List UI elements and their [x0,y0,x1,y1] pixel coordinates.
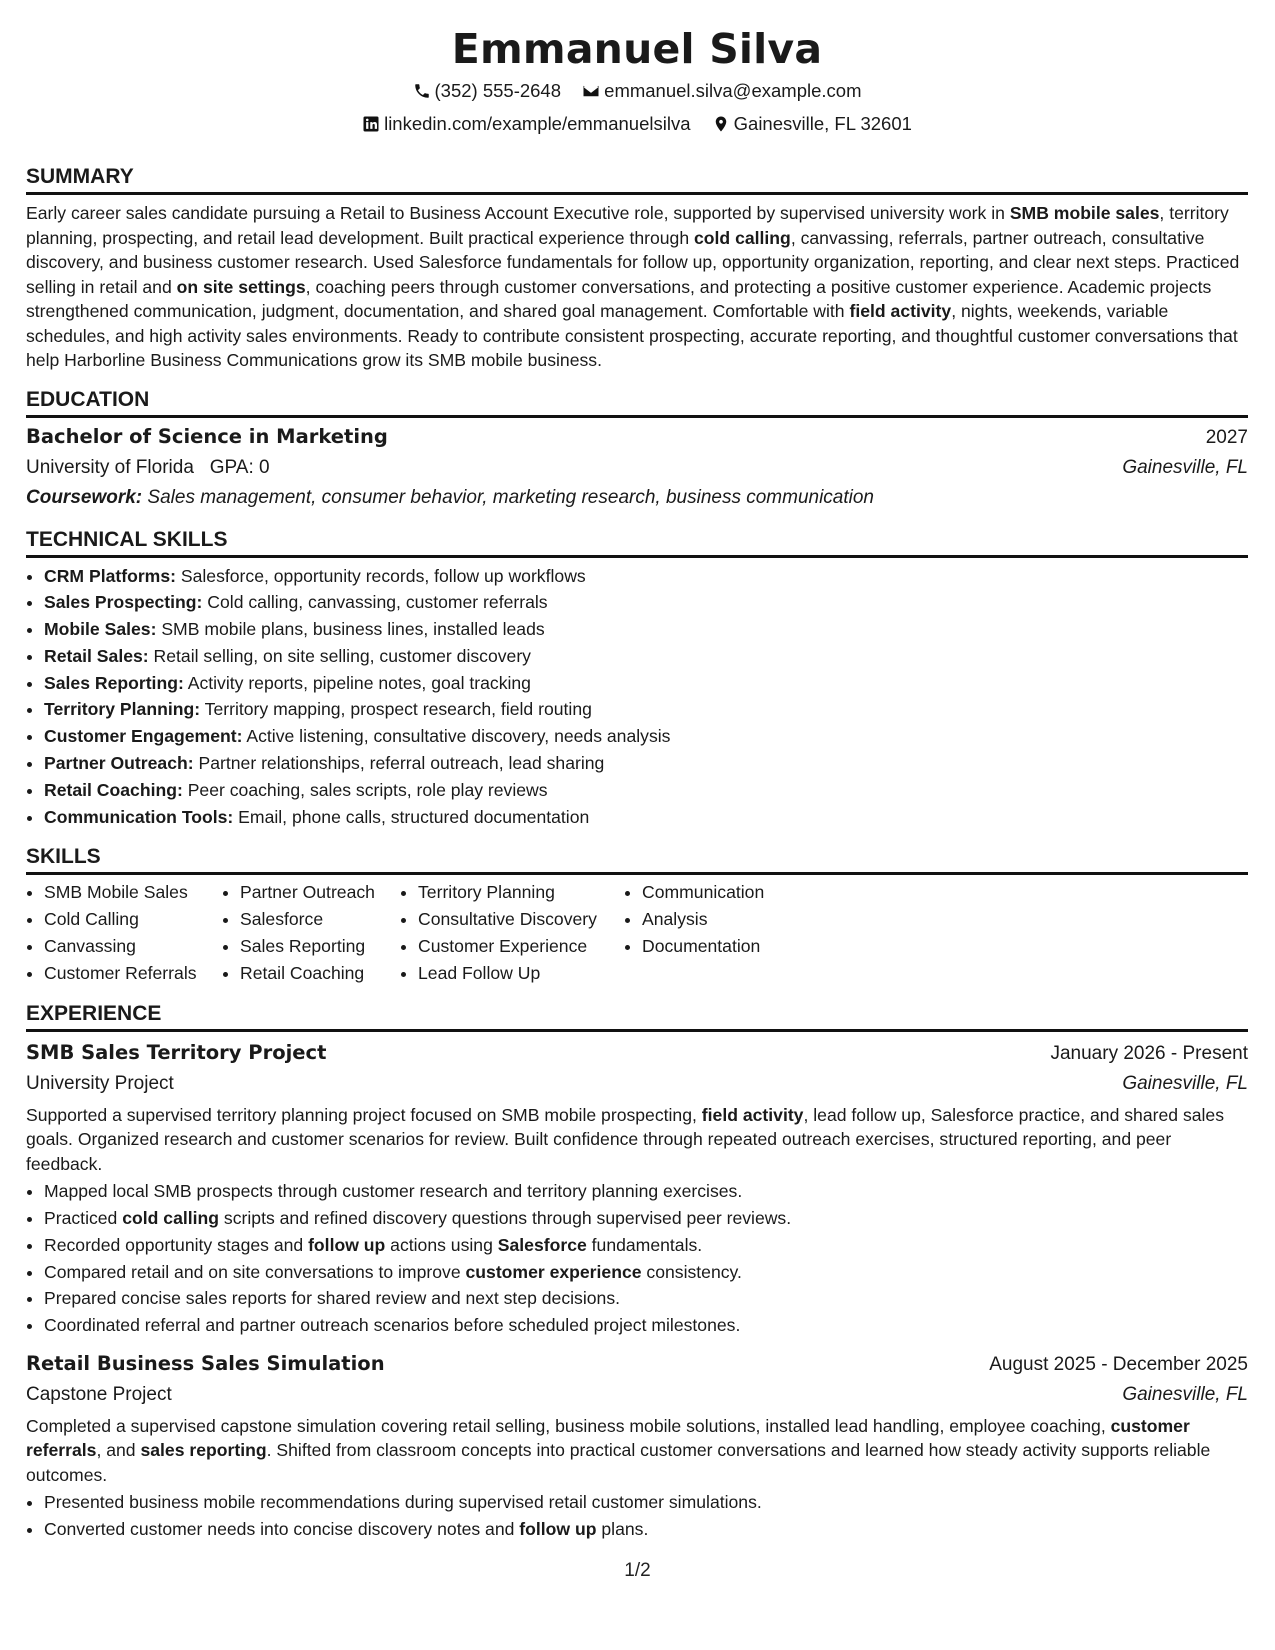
bold-keyword: customer experience [465,1261,642,1282]
experience-org-row [26,1069,1248,1099]
phone-icon [413,82,431,100]
skill-values: SMB mobile plans, business lines, installed leads [156,619,545,640]
skill-item: • Lead Follow Up [418,960,624,987]
skill-item: • Salesforce [240,906,400,933]
skills-column [222,879,400,986]
skills-column [400,879,624,986]
technical-skill-item [44,804,1248,831]
skill-category: Retail Coaching: [44,779,183,800]
skill-category: Sales Reporting: [44,672,184,693]
experience-bullet [44,1232,1248,1259]
section-title-summary: SUMMARY [26,164,1248,195]
bold-keyword: field activity [701,1104,804,1125]
bold-keyword: cold calling [694,227,791,248]
experience-bullet [44,1285,1248,1312]
text-run: , nights, weekends, variable schedules, and high activity sales environments. Ready to contribute consistent prospecting, accurate reporting, and thoughtful customer conversations that help Harborline Business Communications grow its SMB mobile business. [26,301,1238,370]
skill-category: Retail Sales: [44,645,149,666]
text-run: Mapped local SMB prospects through customer research and territory planning exercises. [44,1181,743,1202]
skill-values: Partner relationships, referral outreach, lead sharing [193,753,605,774]
text-run: scripts and refined discovery questions through supervised peer reviews. [219,1207,792,1228]
technical-skill-item [44,563,1248,590]
resume-page [26,22,1248,1543]
education-section [26,387,1248,513]
technical-skill-item [44,643,1248,670]
skills-grid [26,879,1248,986]
bold-keyword: follow up [308,1234,386,1255]
skill-item: • Partner Outreach [240,879,400,906]
skill-values: Email, phone calls, structured documentation [233,806,590,827]
skills-section [26,844,1248,986]
skill-item: • Territory Planning [418,879,624,906]
experience-list [26,1038,1248,1543]
map-pin-icon [712,115,730,133]
experience-description [26,1103,1248,1177]
skill-item: • Customer Experience [418,933,624,960]
experience-header-row [26,1038,1248,1069]
experience-title: Retail Business Sales Simulation [26,1351,385,1375]
experience-bullet [44,1516,1248,1543]
location-text: Gainesville, FL 32601 [733,113,912,134]
section-title-technical-skills: TECHNICAL SKILLS [26,527,1248,558]
graduation-year: 2027 [1205,426,1248,448]
technical-skill-item [44,777,1248,804]
text-run: fundamentals. [586,1234,703,1255]
experience-bullet [44,1259,1248,1286]
text-run: plans. [596,1519,649,1540]
envelope-icon [582,82,600,100]
skill-values: Peer coaching, sales scripts, role play reviews [182,779,548,800]
experience-bullets [26,1489,1248,1543]
coursework-label: Coursework: [26,486,143,508]
skill-values: Territory mapping, prospect research, field routing [200,699,592,720]
text-run: , lead follow up, Salesforce practice, and shared sales goals. Organized research and customer scenarios for review. Built confidence through repeated outreach exercises, structured reporting, and peer feedback. [26,1104,1225,1174]
text-run: , and [96,1440,141,1461]
text-run: , territory planning, prospecting, and retail lead development. Built practical experience through [26,203,1229,248]
experience-org: University Project [26,1072,174,1094]
technical-skill-item [44,616,1248,643]
skill-values: Cold calling, canvassing, customer referrals [202,592,548,613]
bold-keyword: customer referrals [26,1415,1190,1461]
coursework-list: Sales management, consumer behavior, marketing research, business communication [142,486,875,508]
experience-bullet [44,1205,1248,1232]
technical-skills-section [26,527,1248,831]
text-run: consistency. [641,1261,742,1282]
phone-contact [413,76,562,106]
skill-item: • SMB Mobile Sales [44,879,222,906]
skill-values: Active listening, consultative discovery, needs analysis [242,726,671,747]
skill-item: • Cold Calling [44,906,222,933]
experience-org-row [26,1380,1248,1410]
skill-item: • Communication [642,879,822,906]
experience-section [26,1001,1248,1543]
text-run: Presented business mobile recommendations during supervised retail customer simulations. [44,1492,762,1513]
skill-category: Territory Planning: [44,699,201,720]
education-school-row [26,453,1248,483]
page-number: 1/2 [624,1560,651,1581]
text-run: Prepared concise sales reports for shared review and next step decisions. [44,1288,621,1309]
skill-category: Mobile Sales: [44,619,157,640]
text-run: Recorded opportunity stages and [44,1234,309,1255]
email-contact[interactable] [582,76,861,106]
experience-entry [26,1349,1248,1543]
text-run: . Shifted from classroom concepts into practical customer conversations and learned how steady activity supports reliable outcomes. [26,1440,1211,1485]
coursework-line [26,483,1248,513]
text-run: Practiced [44,1207,123,1228]
candidate-name: Emmanuel Silva [451,25,823,73]
summary-section [26,164,1248,373]
location-contact [712,109,912,139]
text-run: Coordinated referral and partner outreach scenarios before scheduled project milestones. [44,1315,741,1336]
technical-skill-item [44,670,1248,697]
phone-number: (352) 555-2648 [434,80,562,101]
technical-skill-item [44,750,1248,777]
technical-skills-list [26,563,1248,831]
bold-keyword: field activity [849,301,952,321]
linkedin-contact[interactable] [362,109,690,139]
school-name: University of Florida [26,456,194,478]
skill-category: Customer Engagement: [44,726,243,747]
degree-title: Bachelor of Science in Marketing [26,424,388,448]
skill-item: • Canvassing [44,933,222,960]
education-header-row [26,422,1248,453]
gpa: GPA: 0 [209,456,270,478]
experience-bullet [44,1312,1248,1339]
bold-keyword: cold calling [122,1207,220,1228]
skill-item: • Retail Coaching [240,960,400,987]
technical-skill-item [44,589,1248,616]
skill-category: Partner Outreach: [44,753,194,774]
skill-item: • Customer Referrals [44,960,222,987]
school-line [26,453,270,483]
bold-keyword: Salesforce [497,1234,587,1255]
skill-values: Activity reports, pipeline notes, goal tracking [183,672,531,693]
skill-category: Communication Tools: [44,806,234,827]
summary-paragraph [26,201,1248,373]
linkedin-url[interactable]: linkedin.com/example/emmanuelsilva [384,113,691,134]
text-run: Converted customer needs into concise discovery notes and [44,1519,520,1540]
skill-values: Salesforce, opportunity records, follow up workflows [175,565,586,586]
technical-skill-item [44,696,1248,723]
technical-skill-item [44,723,1248,750]
text-run: Early career sales candidate pursuing a Retail to Business Account Executive role, supported by supervised university work in [26,203,1010,223]
linkedin-icon [362,115,380,133]
email-address[interactable]: emmanuel.silva@example.com [604,80,862,101]
bold-keyword: on site settings [176,276,306,297]
section-title-skills: SKILLS [26,844,1248,875]
skills-column [624,879,822,986]
skill-item: • Analysis [642,906,822,933]
section-title-education: EDUCATION [26,387,1248,418]
experience-location: Gainesville, FL [1122,1072,1248,1094]
school-location: Gainesville, FL [1122,456,1248,478]
section-title-experience: EXPERIENCE [26,1001,1248,1032]
text-run: , canvassing, referrals, partner outreach, consultative discovery, and business customer research. Used Salesforce fundamentals for follow up, opportunity organization, reporting, and clear next steps. Practiced selling in retail and [26,227,1240,297]
bold-keyword: follow up [519,1519,597,1540]
text-run: , coaching peers through customer conversations, and protecting a positive customer experience. Academic projects strengthened communication, judgment, documentation, and shared goal management. Comfortable with [26,276,1212,321]
contact-line-1 [26,76,1248,109]
text-run: Supported a supervised territory planning project focused on SMB mobile prospecting, [26,1104,702,1125]
experience-org: Capstone Project [26,1383,172,1405]
text-run: Completed a supervised capstone simulation covering retail selling, business mobile solutions, installed lead handling, employee coaching, [26,1415,1111,1436]
contact-line-2 [26,109,1248,142]
skills-column [26,879,222,986]
skill-item: • Sales Reporting [240,933,400,960]
text-run: actions using [385,1234,498,1255]
experience-bullet [44,1489,1248,1516]
text-run: Compared retail and on site conversations to improve [44,1261,466,1282]
skill-category: Sales Prospecting: [44,592,203,613]
skill-item: • Documentation [642,933,822,960]
experience-description [26,1414,1248,1488]
experience-dates: August 2025 - December 2025 [989,1353,1248,1375]
skill-values: Retail selling, on site selling, customer discovery [148,645,531,666]
experience-header-row [26,1349,1248,1380]
experience-bullet [44,1178,1248,1205]
experience-title: SMB Sales Territory Project [26,1040,327,1064]
experience-entry [26,1038,1248,1339]
skill-category: CRM Platforms: [44,565,176,586]
bold-keyword: SMB mobile sales [1009,203,1160,223]
experience-location: Gainesville, FL [1122,1383,1248,1405]
bold-keyword: sales reporting [140,1440,267,1461]
experience-dates: January 2026 - Present [1050,1042,1248,1064]
experience-bullets [26,1178,1248,1339]
skill-item: • Consultative Discovery [418,906,624,933]
